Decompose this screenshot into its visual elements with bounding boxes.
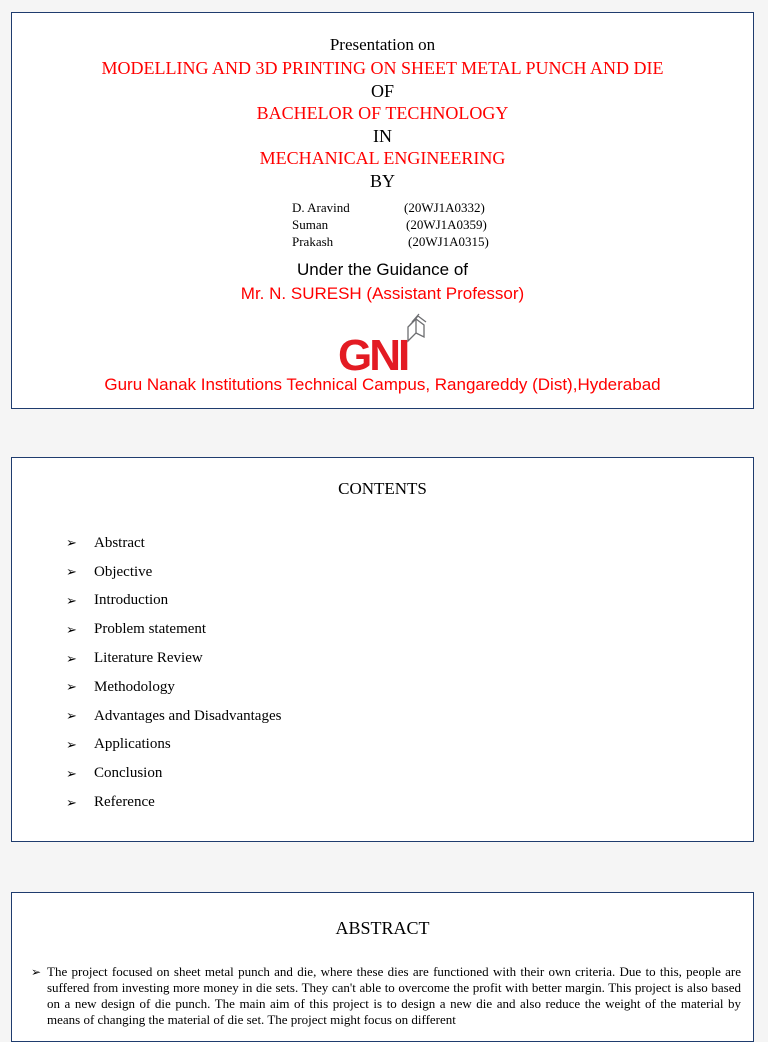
arrow-bullet-icon: ➢ xyxy=(66,708,77,724)
list-item xyxy=(66,558,281,587)
degree-title: BACHELOR OF TECHNOLOGY xyxy=(256,103,509,123)
guide-name: Mr. N. SURESH (Assistant Professor) xyxy=(240,284,525,303)
arrow-bullet-icon: ➢ xyxy=(66,765,77,781)
arrow-bullet-icon: ➢ xyxy=(31,965,42,979)
list-item-label: Literature Review xyxy=(94,650,203,667)
contents-slide xyxy=(11,457,754,842)
institution-name: Guru Nanak Institutions Technical Campus, Rangareddy (Dist),Hyderabad xyxy=(104,375,661,394)
contents-list xyxy=(66,529,281,817)
list-item xyxy=(66,615,281,644)
branch-title: MECHANICAL ENGINEERING xyxy=(259,148,506,168)
of-text: OF xyxy=(370,81,394,101)
student-name: D. Aravind xyxy=(292,200,350,215)
arrow-bullet-icon: ➢ xyxy=(66,679,77,695)
guidance-label: Under the Guidance of xyxy=(296,260,469,279)
list-item-label: Problem statement xyxy=(94,621,207,638)
list-item xyxy=(66,587,281,616)
abstract-text-block xyxy=(31,964,741,1028)
arrow-bullet-icon: ➢ xyxy=(66,621,77,637)
list-item-label: Advantages and Disadvantages xyxy=(94,707,282,724)
contents-title: CONTENTS xyxy=(338,479,427,498)
student-name: Prakash xyxy=(292,234,334,249)
list-item xyxy=(66,644,281,673)
list-item xyxy=(66,702,281,731)
title-slide xyxy=(11,12,754,409)
list-item xyxy=(66,731,281,760)
book-icon xyxy=(408,314,426,341)
by-text: BY xyxy=(369,171,395,191)
list-item xyxy=(66,529,281,558)
student-name: Suman xyxy=(292,217,329,232)
student-id: (20WJ1A0315) xyxy=(408,234,489,249)
list-item-label: Conclusion xyxy=(94,765,163,782)
presentation-heading: Presentation on xyxy=(329,35,436,54)
list-item xyxy=(66,673,281,702)
in-text: IN xyxy=(373,126,392,146)
arrow-bullet-icon: ➢ xyxy=(66,564,77,580)
arrow-bullet-icon: ➢ xyxy=(66,535,77,551)
gni-logo xyxy=(338,313,430,373)
arrow-bullet-icon: ➢ xyxy=(66,736,77,752)
arrow-bullet-icon: ➢ xyxy=(66,794,77,810)
student-id: (20WJ1A0359) xyxy=(406,217,487,232)
abstract-slide xyxy=(11,892,754,1042)
abstract-paragraph: The project focused on sheet metal punch and die, where these dies are functioned with their own criteria. Due to this, people are suffered from investing more money in die sets. They can't able to overcome the profit with better margin. This project is also based on a new design of die punch. The main aim of this project is to design a new die and also reduce the weight of the material by means of changing the material of die set. The project might focus on different xyxy=(47,964,741,1027)
project-title: MODELLING AND 3D PRINTING ON SHEET METAL PUNCH AND DIE xyxy=(101,58,664,78)
list-item-label: Objective xyxy=(94,563,153,580)
arrow-bullet-icon: ➢ xyxy=(66,650,77,666)
list-item-label: Methodology xyxy=(94,678,175,695)
abstract-title: ABSTRACT xyxy=(335,918,430,938)
arrow-bullet-icon: ➢ xyxy=(66,592,77,608)
list-item-label: Abstract xyxy=(94,534,145,551)
list-item-label: Applications xyxy=(94,736,171,753)
list-item-label: Introduction xyxy=(94,592,169,609)
student-id: (20WJ1A0332) xyxy=(404,200,485,215)
list-item-label: Reference xyxy=(94,794,155,811)
list-item xyxy=(66,759,281,788)
list-item xyxy=(66,788,281,817)
logo-text: GNI xyxy=(338,331,408,373)
